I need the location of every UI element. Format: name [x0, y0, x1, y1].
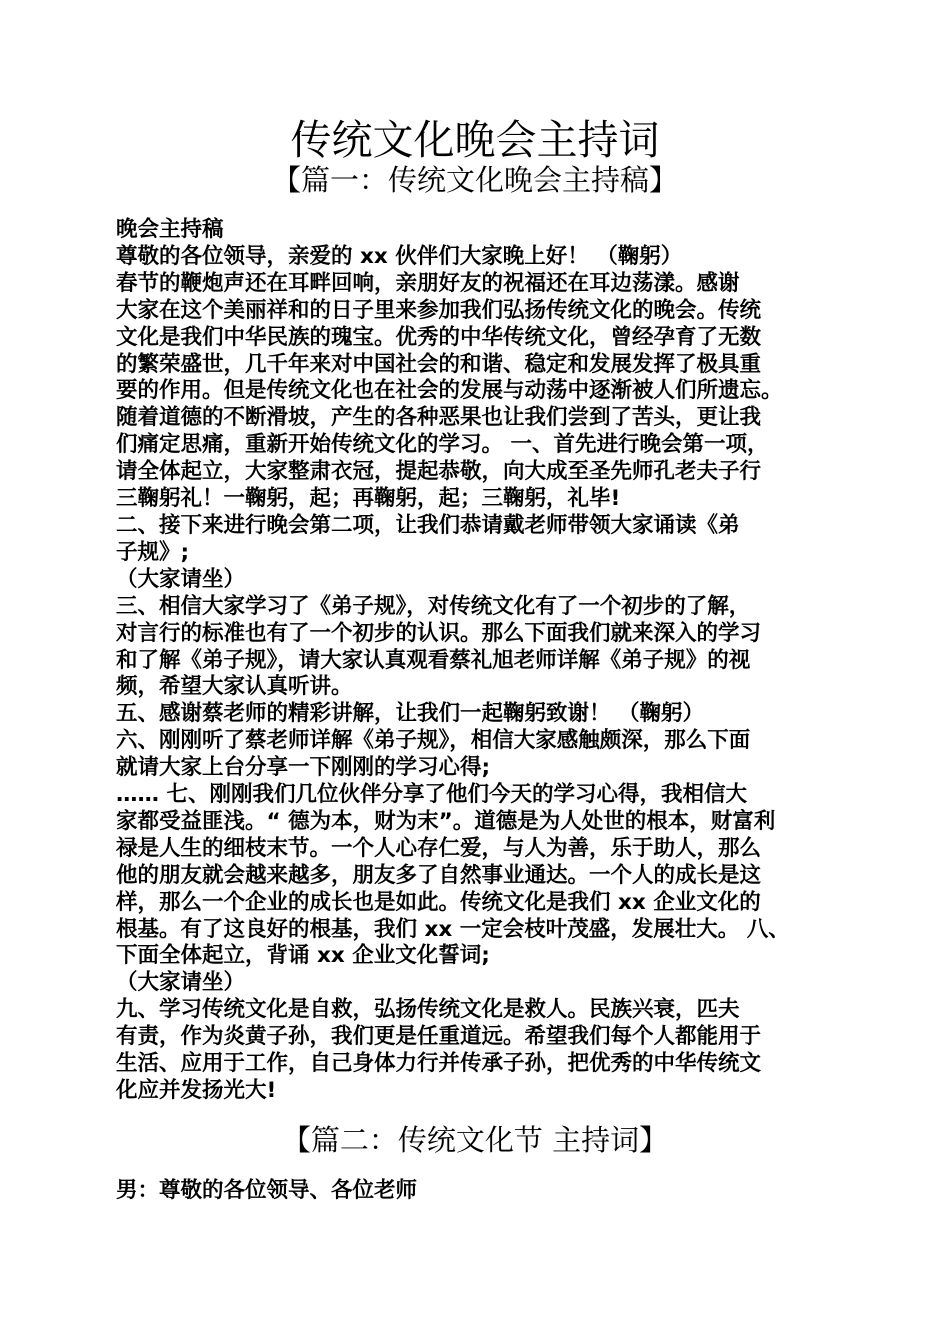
section-one-heading: 【篇一：传统文化晚会主持稿】: [271, 163, 678, 197]
section-two-heading: 【篇二：传统文化节 主持词】: [281, 1123, 669, 1157]
section-two-body: 男：尊敬的各位领导、各位老师: [116, 1178, 418, 1203]
section-one-body: 晚会主持稿 尊敬的各位领导，亲爱的 xx 伙伴们大家晚上好！ （鞠躬） 春节的鞭炮声还在耳畔回响，亲朋好友的祝福还在耳边荡漾。感谢 大家在这个美丽祥和的日子里来参加我们弘扬传统文化的晚会。传统 文化是我们中华民族的瑰宝。优秀的中华传统文化，曾经孕育了无数 的繁荣盛世，几千年来对中国社会的和谐、稳定和发展发挥了极具重 要的作用。但是传统文化也在社会的发展与动荡中逐渐被人们所遗忘。 随着道德的不断滑坡，产生的各种恶果也让我们尝到了苦头，更让我 们痛定思痛，重新开始传统文化的学习。 一、首先进行晚会第一项， 请全体起立，大家整肃衣冠，提起恭敬，向大成至圣先师孔老夫子行 三鞠躬礼！一鞠躬，起；再鞠躬，起；三鞠躬，礼毕! 二、接下来进行晚会第二项，让我们恭请戴老师带领大家诵读《弟 子规》; （大家请坐） 三、相信大家学习了《弟子规》，对传统文化有了一个初步的了解， 对言行的标准也有了一个初步的认识。那么下面我们就来深入的学习 和了解《弟子规》，请大家认真观看蔡礼旭老师详解《弟子规》的视 频，希望大家认真听讲。 五、感谢蔡老师的精彩讲解，让我们一起鞠躬致谢！ （鞠躬） 六、刚刚听了蔡老师详解《弟子规》，相信大家感触颇深，那么下面 就请大家上台分享一下刚刚的学习心得; …… 七、刚刚我们几位伙伴分享了他们今天的学习心得，我相信大 家都受益匪浅。“ 德为本，财为末”。道德是为人处世的根本，财富利 禄是人生的细枝末节。一个人心存仁爱，与人为善，乐于助人，那么 他的朋友就会越来越多，朋友多了自然事业通达。一个人的成长是这 样，那么一个企业的成长也是如此。传统文化是我们 xx 企业文化的 根基。有了这良好的根基，我们 xx 一定会枝叶茂盛，发展壮大。 八、 下面全体起立，背诵 xx 企业文化誓词; （大家请坐） 九、学习传统文化是自救，弘扬传统文化是救人。民族兴衰，匹夫 有责，作为炎黄子孙，我们更是任重道远。希望我们每个人都能用于 生活、应用于工作，自己身体力行并传承子孙，把优秀的中华传统文 化应并发扬光大!: [116, 217, 790, 1103]
document-title: 传统文化晚会主持词: [290, 116, 660, 164]
